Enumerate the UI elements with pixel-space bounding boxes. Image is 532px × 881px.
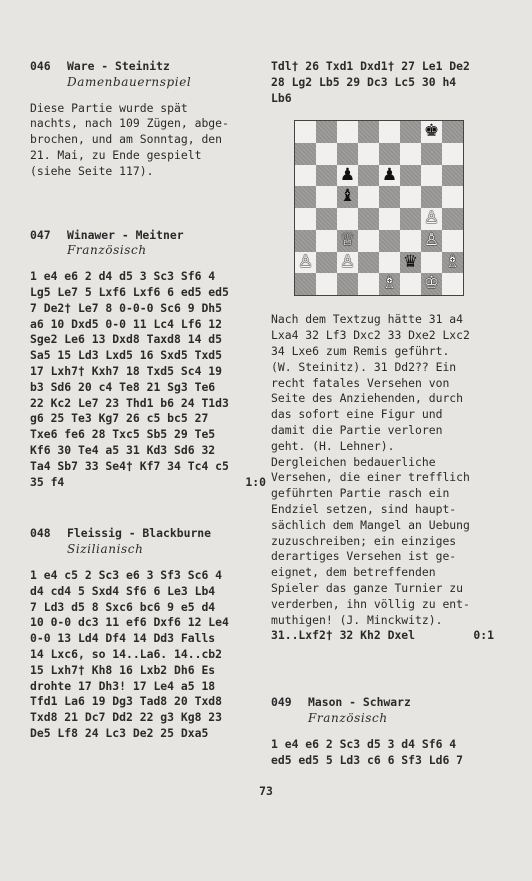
board-square [442,186,463,208]
move-line: g6 25 Te3 Kg7 26 c5 bc5 27 [30,411,209,426]
board-square [295,165,316,187]
move-line: 17 Lxh7† Kxh7 18 Txd5 Sc4 19 [30,363,223,378]
chess-diagram [294,120,464,296]
note-line: brochen, und am Sonntag, den [30,132,223,147]
opening-name: Französisch [308,710,388,725]
white-king-icon: ♔ [423,273,440,294]
board-square [316,143,337,165]
move-line: 7 Ld3 d5 8 Sxc6 bc6 9 e5 d4 [30,599,216,614]
commentary-line: (W. Steinitz). 31 Dd2?? Ein [271,359,457,374]
game-header [30,228,266,244]
game-players: Ware - Steinitz [67,59,170,73]
move-line: Lg5 Le7 5 Lxf6 Lxf6 6 ed5 ed5 [30,284,229,299]
move-line: a6 10 Dxd5 0-0 11 Lc4 Lf6 12 [30,316,223,331]
board-square [316,186,337,208]
black-bishop-icon: ♝ [339,186,356,207]
game-note [30,101,266,180]
board-square [379,165,400,187]
game-header [30,59,266,75]
move-line: ed5 ed5 5 Ld3 c6 6 Sf3 Ld6 7 [271,752,464,767]
commentary-line: derartiges Versehen ist ge- [271,549,457,564]
game-047 [30,228,266,491]
board-square [316,230,337,252]
board-square [295,143,316,165]
move-line: Ta4 Sb7 33 Se4† Kf7 34 Tc4 c5 [30,458,229,473]
board-square [316,273,337,295]
move-line: 31..Lxf2† 32 Kh2 Dxel [271,628,416,643]
board-square [358,186,379,208]
white-pawn-icon: ♙ [423,208,440,228]
chess-board [294,120,464,296]
white-bishop-icon: ♗ [381,273,398,294]
board-square [442,230,463,252]
board-square [400,230,421,252]
commentary-line: eignet, dem betreffenden [271,565,436,580]
board-square [442,143,463,165]
board-square [442,121,463,143]
board-square [316,252,337,274]
game-header [271,695,494,711]
board-square [337,208,358,230]
white-pawn-icon: ♙ [423,229,440,250]
move-line: d4 cd4 5 Sxd4 Sf6 6 Le3 Lb4 [30,583,216,598]
commentary-line: Seite des Anziehenden, durch [271,391,464,406]
move-line: Tdl† 26 Txd1 Dxd1† 27 Le1 De2 [271,59,470,73]
board-square [379,230,400,252]
move-line: 28 Lg2 Lb5 29 Dc3 Lc5 30 h4 [271,74,457,89]
move-line: Sge2 Le6 13 Dxd8 Taxd8 14 d5 [30,332,223,347]
game-049 [271,695,494,768]
move-line: 0-0 13 Ld4 Df4 14 Dd3 Falls [30,631,216,646]
board-square [337,165,358,187]
move-line: 1 e4 e6 2 d4 d5 3 Sc3 Sf6 4 [30,269,216,284]
black-pawn-icon: ♟ [381,164,398,185]
board-square [400,165,421,187]
board-square [337,230,358,252]
board-square [295,121,316,143]
move-line: 14 Lxc6, so 14..La6. 14..cb2 [30,646,223,661]
game-number: 048 [30,526,51,541]
board-square [421,230,442,252]
commentary-line: muthigen! (J. Minckwitz). [271,612,443,627]
board-square [442,208,463,230]
white-pawn-icon: ♙ [339,251,356,272]
board-square [400,143,421,165]
board-square [358,121,379,143]
board-square [421,273,442,295]
board-square [295,273,316,295]
board-square [379,252,400,274]
note-line: 21. Mai, zu Ende gespielt [30,147,202,162]
move-line: Sa5 15 Ld3 Lxd5 16 Sxd5 Txd5 [30,348,223,363]
game-number: 047 [30,227,51,242]
board-square [295,230,316,252]
board-square [358,230,379,252]
move-line: Lb6 [271,90,292,105]
board-square [358,208,379,230]
commentary-line: zuzuschreiben; ein einziges [271,533,457,548]
commentary-line: geht. (H. Lehner). [271,438,395,453]
game-048-continuation [271,59,494,106]
board-square [316,208,337,230]
board-square [400,121,421,143]
board-square [421,186,442,208]
commentary-line: das sofort eine Figur und [271,407,443,422]
game-result: 0:1 [473,628,494,643]
board-square [379,273,400,295]
note-line: Diese Partie wurde spät [30,100,188,115]
commentary-line: damit die Partie verloren [271,422,443,437]
black-queen-icon: ♛ [402,251,419,272]
commentary-line: Versehen, die einer trefflich [271,470,470,485]
move-line: Tfd1 La6 19 Dg3 Tad8 20 Txd8 [30,694,223,709]
move-line: De5 Lf8 24 Lc3 De2 25 Dxa5 [30,725,209,740]
board-square [379,208,400,230]
board-square [316,121,337,143]
black-pawn-icon: ♟ [339,164,356,185]
commentary [271,312,494,644]
board-square [379,186,400,208]
board-square [421,165,442,187]
move-line: Txe6 fe6 28 Txc5 Sb5 29 Te5 [30,427,216,442]
board-square [421,121,442,143]
board-square [358,143,379,165]
game-number: 049 [271,695,292,710]
white-bishop-icon: ♗ [444,251,461,272]
commentary-line: recht fatales Versehen von [271,375,450,390]
board-square [337,186,358,208]
final-move-line [30,475,266,491]
board-square [421,143,442,165]
commentary-line: Dergleichen bedauerliche [271,454,436,469]
board-square [379,143,400,165]
white-queen-icon: ♕ [339,229,356,250]
game-046 [30,59,266,180]
board-square [358,252,379,274]
board-square [400,208,421,230]
game-number: 046 [30,59,51,73]
move-line: b3 Sd6 20 c4 Te8 21 Sg3 Te6 [30,379,216,394]
game-result: 1:0 [245,474,266,489]
move-line: 22 Kc2 Le7 23 Thd1 b6 24 T1d3 [30,395,229,410]
move-line: 15 Lxh7† Kh8 16 Lxb2 Dh6 Es [30,662,216,677]
board-square [295,252,316,274]
move-list [30,568,266,742]
board-square [400,186,421,208]
commentary-line: Spieler das ganze Turnier zu [271,580,464,595]
board-square [442,165,463,187]
board-square [337,252,358,274]
commentary-line: Lxa4 32 Lf3 Dxc2 33 Dxe2 Lxc2 [271,328,470,343]
move-line: Txd8 21 Dc7 Dd2 22 g3 Kg8 23 [30,710,223,725]
commentary-line: sächlich dem Mangel an Uebung [271,517,470,532]
board-square [421,252,442,274]
commentary-line: Nach dem Textzug hätte 31 a4 [271,312,464,327]
commentary-line: geführten Partie rasch ein [271,486,450,501]
game-players: Winawer - Meitner [67,227,184,242]
game-players: Mason - Schwarz [308,695,411,710]
board-square [421,208,442,230]
left-column [30,59,266,742]
move-line: 10 0-0 dc3 11 ef6 Dxf6 12 Le4 [30,615,229,630]
board-square [337,121,358,143]
board-square [358,273,379,295]
note-line: (siehe Seite 117). [30,163,154,178]
opening-name: Sizilianisch [67,542,144,557]
commentary-line: verderben, ihn völlig zu ent- [271,596,470,611]
board-square [337,273,358,295]
board-square [442,273,463,295]
move-list [30,269,266,490]
board-square [316,165,337,187]
board-square [337,143,358,165]
opening-name: Französisch [67,243,147,258]
page-number: 73 [259,784,273,798]
move-line: Kf6 30 Te4 a5 31 Kd3 Sd6 32 [30,442,216,457]
game-048 [30,526,266,741]
commentary-line: Endziel setzen, sind haupt- [271,501,457,516]
move-line: 35 f4 [30,474,65,489]
commentary-line: 34 Lxe6 zum Remis geführt. [271,343,450,358]
board-square [400,273,421,295]
board-square [379,121,400,143]
black-king-icon: ♚ [423,121,440,141]
final-move-line [271,628,494,644]
move-line: 1 e4 e6 2 Sc3 d5 3 d4 Sf6 4 [271,736,457,751]
opening-name: Damenbauernspiel [67,74,192,89]
board-square [295,208,316,230]
move-line: 1 e4 c5 2 Sc3 e6 3 Sf3 Sc6 4 [30,567,223,582]
move-line: drohte 17 Dh3! 17 Le4 a5 18 [30,678,216,693]
game-players: Fleissig - Blackburne [67,526,212,541]
game-header [30,526,266,542]
board-square [400,252,421,274]
move-line: 7 De2† Le7 8 0-0-0 Sc6 9 Dh5 [30,300,223,315]
white-pawn-icon: ♙ [297,251,314,272]
board-square [442,252,463,274]
board-square [295,186,316,208]
board-square [358,165,379,187]
note-line: nachts, nach 109 Zügen, abge- [30,116,229,131]
